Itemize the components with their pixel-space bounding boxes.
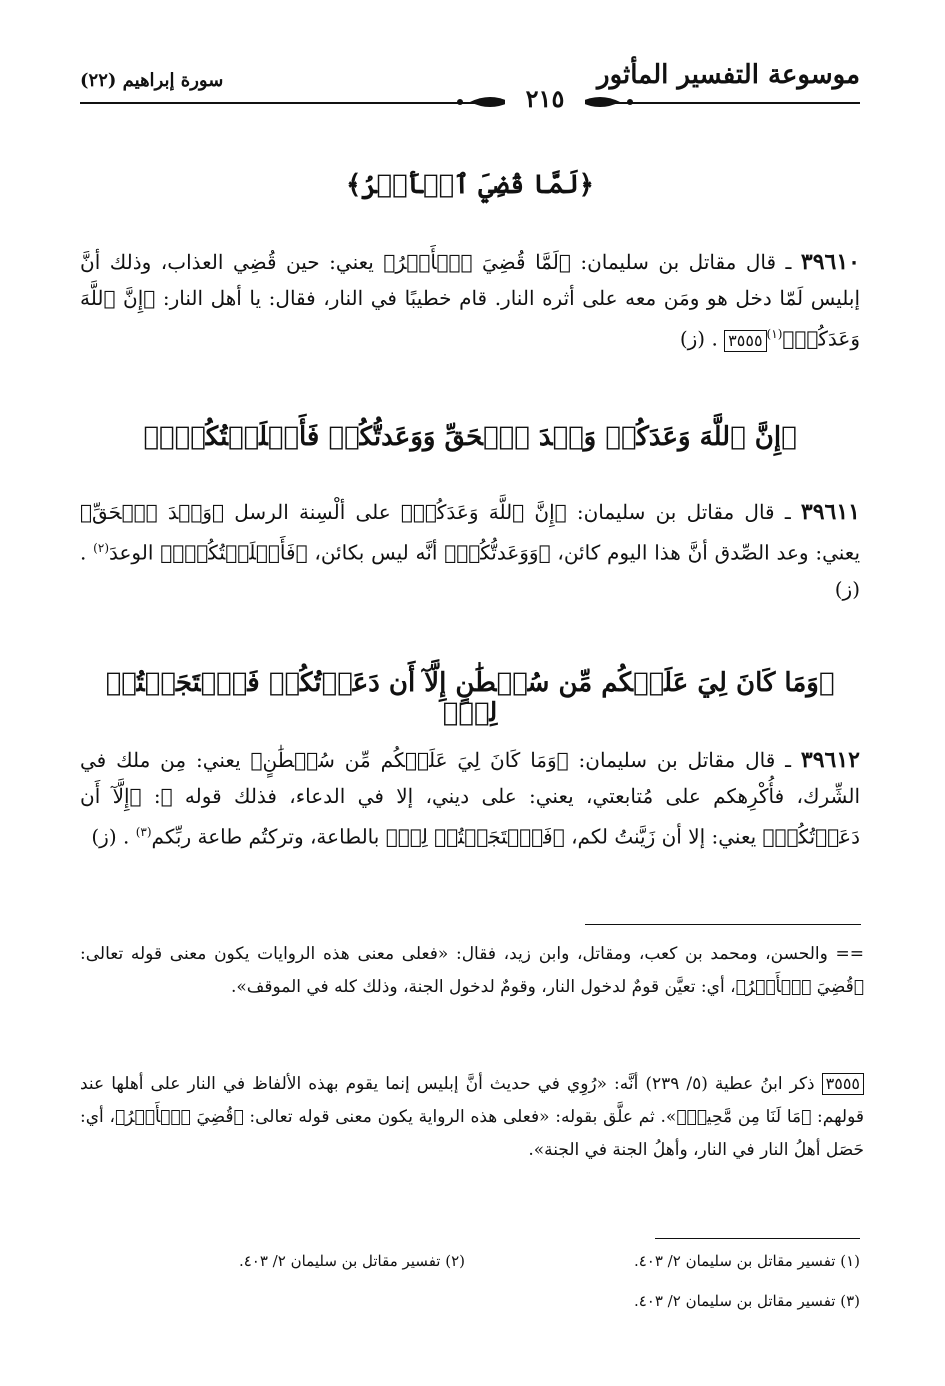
book-title: موسوعة التفسير المأثور (597, 60, 860, 90)
surah-title: سورة إبراهيم (٢٢) (80, 70, 224, 91)
page-number: ٢١٥ (505, 84, 585, 113)
verse-heading-1: ﴿لَمَّا قُضِيَ ٱلۡأَمۡرُ﴾ (345, 170, 595, 200)
footnote-2: (٢) تفسير مقاتل بن سليمان ٢/ ٤٠٣. (238, 1252, 465, 1270)
ornament-left-icon (360, 90, 510, 114)
verse-heading-2: ﴿إِنَّ ٱللَّهَ وَعَدَكُمۡ وَعۡدَ ٱلۡحَقِّ وَوَعَدتُّكُمۡ فَأَخۡلَفۡتُكُمۡۖ﴾ (143, 422, 797, 452)
page-header (80, 58, 860, 120)
footnote-1: (١) تفسير مقاتل بن سليمان ٢/ ٤٠٣. (633, 1252, 860, 1270)
note-text: ذكر ابنُ عطية (٥/ ٢٣٩) أنَّه: «رُوِي في حديث أنَّ إبليس إنما يقوم بهذه الألفاظ في النار على أهلها عند قولهم: ﴿مَا لَنَا مِن مَّحِيصٖ﴾». ثم علَّق بقوله: «فعلى هذه الرواية يكون معنى قوله تعالى: ﴿قُضِيَ ٱلۡأَمۡرُ﴾، أي: حَصَل أهلُ النار في النار، وأهلُ الجنة في الجنة». (80, 1074, 864, 1160)
notes-continuation: == والحسن، ومحمد بن كعب، ومقاتل، وابن زيد، فقال: «فعلى معنى هذه الروايات يكون معنى قوله تعالى: ﴿قُضِيَ ٱلۡأَمۡرُ﴾، أي: تعيَّن قومٌ لدخول النار، وقومٌ لدخول الجنة، وذلك كله في الموقف». (80, 944, 864, 997)
verse-heading-3: ﴿وَمَا كَانَ لِيَ عَلَيۡكُم مِّن سُلۡطَٰنٍ إِلَّآ أَن دَعَوۡتُكُمۡ فَٱسۡتَجَبۡتُمۡ لِيۖ﴾ (105, 668, 835, 728)
footnote-mark: (١) (766, 327, 783, 341)
footnote-mark: (٢) (93, 541, 109, 555)
narration-number: ٣٩٦١٠ (800, 249, 860, 275)
narration-39610 (80, 244, 860, 357)
narration-39612 (80, 742, 860, 855)
narration-number: ٣٩٦١١ (800, 499, 860, 525)
narration-tail: . (ز) (91, 824, 130, 849)
ref-box: ٣٥٥٥ (724, 330, 766, 352)
footnote-3: (٣) تفسير مقاتل بن سليمان ٢/ ٤٠٣. (633, 1292, 860, 1310)
footnote-mark: (٣) (135, 825, 152, 839)
note-3555 (80, 1068, 864, 1167)
narration-tail: . (ز) (80, 540, 860, 601)
narration-tail: . (ز) (679, 326, 718, 351)
narration-number: ٣٩٦١٢ (800, 747, 860, 773)
note-ref-box: ٣٥٥٥ (822, 1073, 864, 1095)
narration-text: ـ قال مقاتل بن سليمان: ﴿وَمَا كَانَ لِيَ عَلَيۡكُم مِّن سُلۡطَٰنٍ﴾ يعني: مِن ملك في الشِّرك، فأُكْرِهكم على مُتابعتي، يعني: على ديني، إلا في الدعاء، فذلك قوله ﷻ: ﴿إِلَّآ أَن دَعَوۡتُكُمۡ﴾ يعني: إلا أن زَيَّنتُ لكم، ﴿فَٱسۡتَجَبۡتُمۡ لِيۖ﴾ بالطاعة، وتركتُم طاعة ربِّكم (80, 748, 860, 849)
footnotes-separator (655, 1238, 860, 1239)
narration-text: ـ قال مقاتل بن سليمان: ﴿إِنَّ ٱللَّهَ وَعَدَكُمۡ﴾ على ألْسِنة الرسل ﴿وَعۡدَ ٱلۡحَقِّ﴾ يعني: وعد الصِّدق أنَّ هذا اليوم كائن، ﴿وَوَعَدتُّكُمۡ﴾ أنَّه ليس بكائن، ﴿فَأَخۡلَفۡتُكُمۡۖ﴾ الوعدَ (80, 500, 861, 565)
narration-text: ـ قال مقاتل بن سليمان: ﴿لَمَّا قُضِيَ ٱلۡأَمۡرُ﴾ يعني: حين قُضِي العذاب، وذلك أنَّ إبليس لَمّا دخل هو ومَن معه على أثره النار. قام خطيبًا في النار، فقال: يا أهل النار: ﴿إِنَّ ٱللَّهَ وَعَدَكُمۡ﴾ (80, 250, 860, 351)
notes-separator (585, 924, 861, 925)
ornament-right-icon (580, 90, 730, 114)
narration-39611 (80, 494, 860, 607)
